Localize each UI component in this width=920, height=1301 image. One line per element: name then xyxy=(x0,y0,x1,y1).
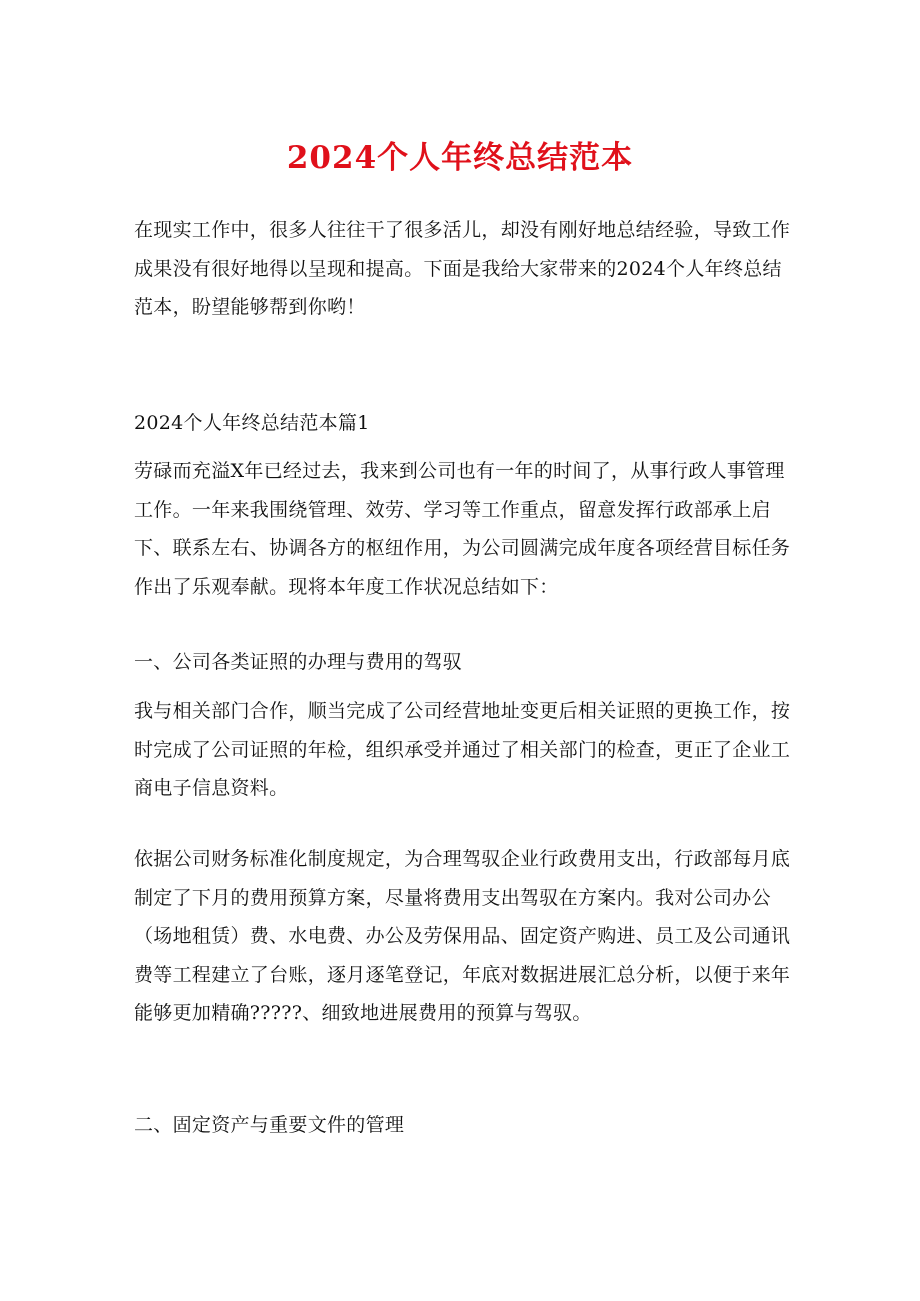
section-heading-2: 二、固定资产与重要文件的管理 xyxy=(134,1114,405,1136)
body-paragraph-3: 依据公司财务标准化制度规定，为合理驾驭企业行政费用支出，行政部每月底制定了下月的费用预算方案，尽量将费用支出驾驭在方案内。我对公司办公（场地租赁）费、水电费、办公及劳保用品、固定资产购进、员工及公司通讯费等工程建立了台账，逐月逐笔登记，年底对数据进展汇总分析，以便于来年能够更加精确?????、细致地进展费用的预算与驾驭。 xyxy=(134,848,791,1024)
document-title: 2024个人年终总结范本 xyxy=(286,140,634,176)
body-paragraph-1: 劳碌而充溢X年已经过去，我来到公司也有一年的时间了，从事行政人事管理工作。一年来我围绕管理、效劳、学习等工作重点，留意发挥行政部承上启下、联系左右、协调各方的枢纽作用，为公司圆满完成年度各项经营目标任务作出了乐观奉献。现将本年度工作状况总结如下： xyxy=(134,460,791,598)
intro-paragraph: 在现实工作中，很多人往往干了很多活儿，却没有刚好地总结经验，导致工作成果没有很好地得以呈现和提高。下面是我给大家带来的2024个人年终总结范本，盼望能够帮到你哟！ xyxy=(134,219,791,318)
section-heading-1: 一、公司各类证照的办理与费用的驾驭 xyxy=(134,651,463,673)
chapter-heading: 2024个人年终总结范本篇1 xyxy=(134,412,370,434)
body-paragraph-2: 我与相关部门合作，顺当完成了公司经营地址变更后相关证照的更换工作，按时完成了公司证照的年检，组织承受并通过了相关部门的检查，更正了企业工商电子信息资料。 xyxy=(134,700,791,799)
